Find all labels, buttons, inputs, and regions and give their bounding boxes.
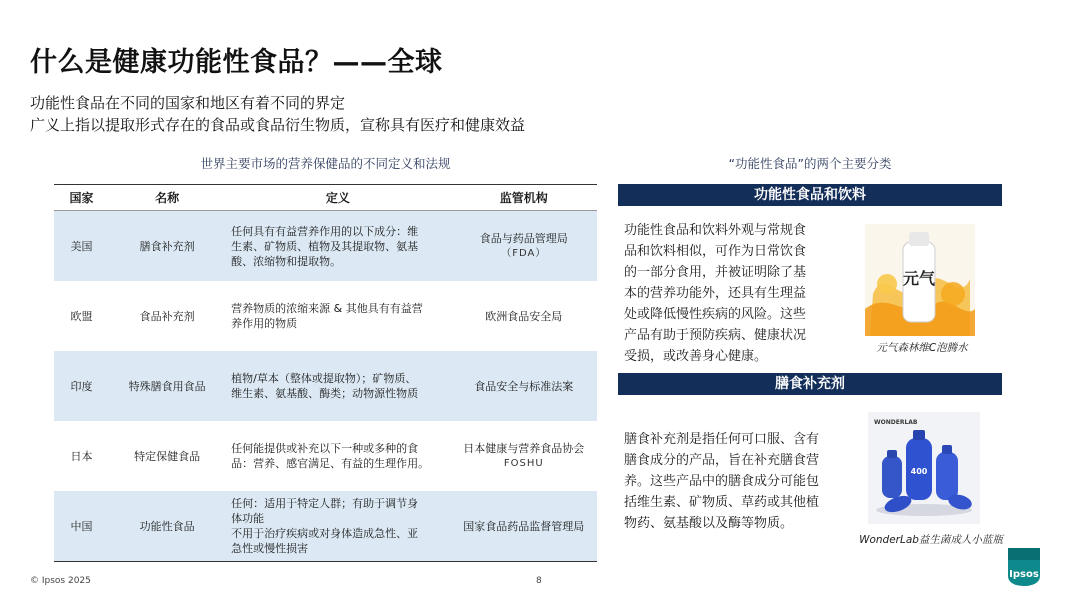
definition-line: 任何：适用于特定人群；有助于调节身 <box>231 497 419 510</box>
dietary-supplement-description <box>624 429 834 534</box>
description-line: 括维生素、矿物质、草药或其他植 <box>624 495 820 510</box>
table-row <box>54 421 597 491</box>
sparkling-water-image <box>865 224 975 336</box>
cell-country: 日本 <box>54 421 109 491</box>
header-name: 名称 <box>109 185 225 211</box>
agency-name: 国家食品药品监督管理局 <box>463 519 585 533</box>
regulation-table <box>54 184 597 562</box>
cell-country: 印度 <box>54 351 109 421</box>
cell-definition <box>225 211 450 282</box>
logo-text: Ipsos <box>1009 569 1039 580</box>
description-line: 养。这些产品中的膳食成分可能包 <box>624 474 820 489</box>
probiotic-bottles-caption: WonderLab益生菌成人小蓝瓶 <box>859 534 1003 546</box>
ipsos-logo <box>1006 546 1042 588</box>
agency-name: 欧洲食品安全局 <box>485 309 563 323</box>
categories-caption: “功能性食品”的两个主要分类 <box>728 156 892 171</box>
definition-line: 维生素、氨基酸、酶类；动物源性物质 <box>231 387 419 400</box>
bottle-label-text: 元气 <box>902 269 936 288</box>
table-row <box>54 211 597 282</box>
definition-line: 不用于治疗疾病或对身体造成急性、亚 <box>231 527 419 540</box>
section-heading-dietary-supplement: 膳食补充剂 <box>618 373 1002 395</box>
definition-line: 体功能 <box>231 512 265 525</box>
description-line: 膳食成分的产品，旨在补充膳食营 <box>624 453 820 468</box>
table-row <box>54 491 597 562</box>
description-line: 功能性食品和饮料外观与常规食 <box>624 223 807 238</box>
agency-abbrev: FOSHU <box>503 458 544 469</box>
page-number: 8 <box>536 576 542 586</box>
definition-line: 品：营养、感官满足、有益的生理作用。 <box>231 457 430 470</box>
cell-definition <box>225 421 450 491</box>
agency-name: 食品安全与标准法案 <box>474 379 574 393</box>
cell-agency <box>451 491 597 562</box>
probiotic-bottles-image <box>868 412 980 524</box>
definition-line: 任何具有有益营养作用的以下成分：维 <box>231 224 419 238</box>
definition-line: 养作用的物质 <box>231 317 298 330</box>
section-heading-functional-food: 功能性食品和饮料 <box>618 184 1002 206</box>
definition-line: 酸、浓缩物和提取物。 <box>231 254 342 268</box>
table-caption: 世界主要市场的营养保健品的不同定义和法规 <box>200 156 451 171</box>
table-row <box>54 281 597 351</box>
page-title: 什么是健康功能性食品？——全球 <box>30 47 443 78</box>
subtitle-line-1: 功能性食品在不同的国家和地区有着不同的界定 <box>30 94 346 112</box>
cell-definition <box>225 491 450 562</box>
description-line: 的一部分食用，并被证明除了基 <box>624 265 807 280</box>
table-header-row <box>54 185 597 211</box>
definition-line: 植物/草本（整体或提取物）；矿物质、 <box>231 372 417 385</box>
cell-definition <box>225 351 450 421</box>
sparkling-water-caption: 元气森林维C泡腾水 <box>876 342 968 354</box>
cell-name: 功能性食品 <box>109 491 225 562</box>
cell-agency <box>451 281 597 351</box>
functional-food-description <box>624 220 824 367</box>
definition-line: 生素、矿物质、植物及其提取物、氨基 <box>231 239 419 253</box>
definition-line: 任何能提供或补充以下一种或多种的食 <box>231 442 419 455</box>
cell-agency <box>451 351 597 421</box>
header-country: 国家 <box>54 185 109 211</box>
header-agency: 监管机构 <box>451 185 597 211</box>
copyright: © Ipsos 2025 <box>30 576 91 586</box>
description-line: 处或降低慢性疾病的风险。这些 <box>624 307 807 322</box>
header-definition: 定义 <box>225 185 450 211</box>
brand-text: WONDERLAB <box>874 419 918 426</box>
description-line: 品和饮料相似，可作为日常饮食 <box>624 244 807 259</box>
agency-name: 日本健康与营养食品协会 <box>463 442 585 455</box>
cell-name: 特定保健食品 <box>109 421 225 491</box>
agency-name: 食品与药品管理局 <box>479 232 568 245</box>
cell-agency <box>451 211 597 282</box>
definition-line: 急性或慢性损害 <box>231 542 309 555</box>
description-line: 本的营养功能外，还具有生理益 <box>624 286 807 301</box>
table-row <box>54 351 597 421</box>
subtitle-line-2: 广义上指以提取形式存在的食品或食品衍生物质，宣称具有医疗和健康效益 <box>30 116 526 134</box>
cell-country: 中国 <box>54 491 109 562</box>
cell-name: 食品补充剂 <box>109 281 225 351</box>
cell-definition <box>225 281 450 351</box>
description-line: 物药、氨基酸以及酶等物质。 <box>624 516 794 531</box>
cell-country: 欧盟 <box>54 281 109 351</box>
bottle-label-text: 400 <box>910 467 928 476</box>
cell-name: 膳食补充剂 <box>109 211 225 282</box>
description-line: 产品有助于预防疾病、健康状况 <box>624 328 807 343</box>
agency-abbrev: （FDA） <box>501 248 547 259</box>
description-line: 受损，或改善身心健康。 <box>624 349 768 364</box>
definition-line: 营养物质的浓缩来源 & 其他具有有益营 <box>231 302 423 315</box>
description-line: 膳食补充剂是指任何可口服、含有 <box>624 432 820 447</box>
cell-country: 美国 <box>54 211 109 282</box>
cell-name: 特殊膳食用食品 <box>109 351 225 421</box>
cell-agency <box>451 421 597 491</box>
